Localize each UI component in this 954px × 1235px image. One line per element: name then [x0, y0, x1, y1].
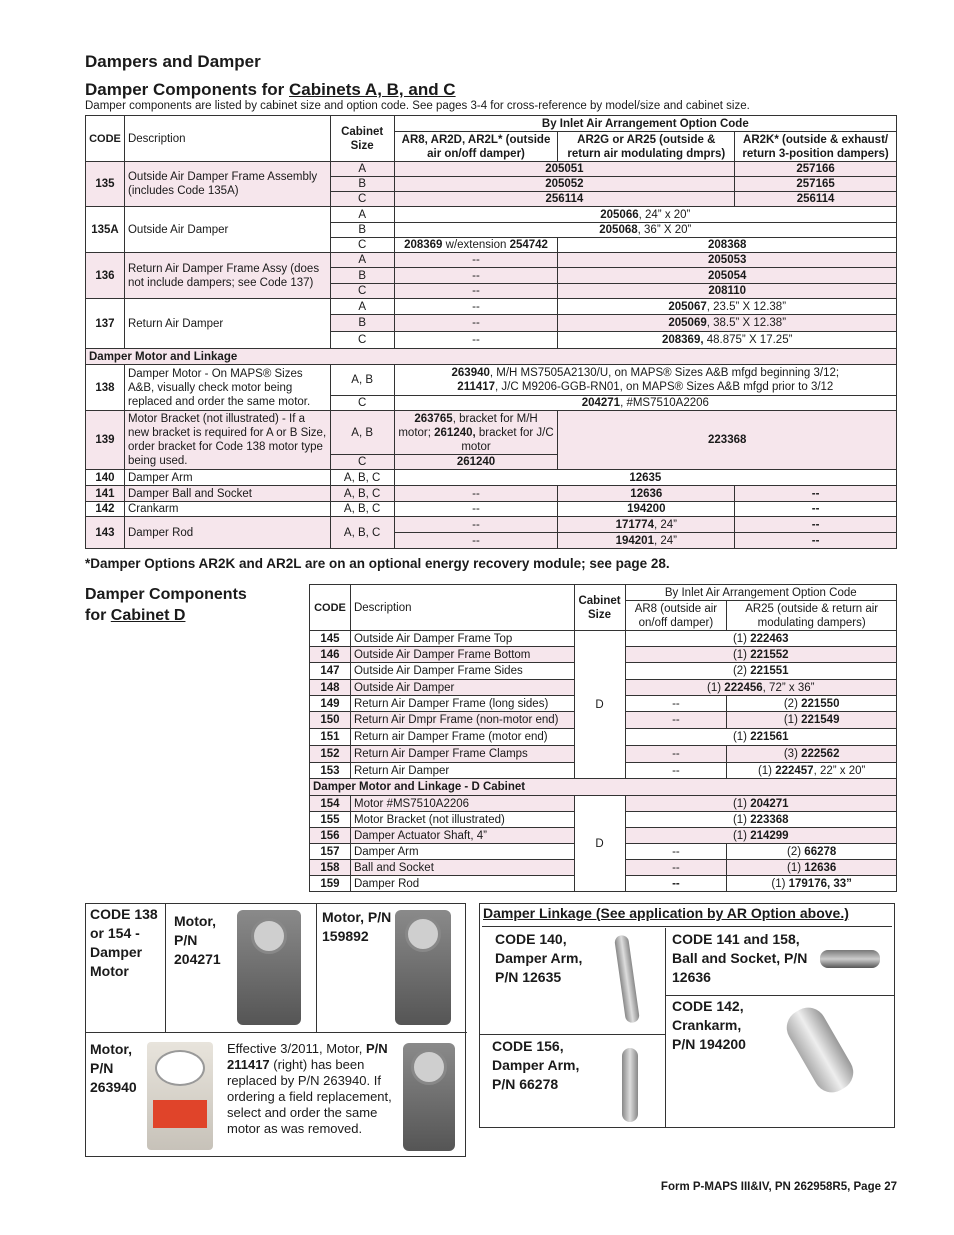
table-row: 139: [86, 411, 125, 470]
table-row: 146 Outside Air Damper Frame Bottom (1) 221552: [310, 647, 897, 663]
note-text: *Damper Options AR2K and AR2L are on an optional energy recovery module; see page 28.: [85, 556, 670, 571]
table-row: 140: [86, 470, 125, 486]
cabinet-d-table: CODE Description Cabinet Size By Inlet Air Arrangement Option Code AR8 (outside air on/off damper) AR25 (outside & return air modulating dampers) 145 Outside Air Damper Frame Top D (1) 222463 146 Outside Air Damper Frame Bottom (1) 221552 147 Outside Air Damper Frame Sides (2) 221551 148 Outside Air Damper (1) 222456, 72” x 36” 149 Return Air Damper Frame (long sides) -- (2) 221550 150 Return Air Dmpr Frame (non-motor end) -- (1) 221549 151 Return air Damper Frame (motor end) (1) 221561 152 Return Air Damper Frame Clamps -- (3) 222562 153 Return Air Damper -- (1) 222457, 22” x 20” Damper Motor and Linkage - D Cabinet 154 Motor #MS7510A2206 D (1) 204271 155 Motor Bracket (not illustrated) (1) 223368 156 Damper Actuator Shaft, 4” (1) 214299 157 Damper Arm -- (2) 66278 158 Ball and Socket -- (1) 12636 159 Damper Rod -- (1) 179176, 33”: [309, 584, 897, 892]
motor-263940-image: [147, 1042, 213, 1150]
linkage-heading: Damper Linkage (See application by AR Option above.): [483, 905, 849, 921]
motor-263940-label: Motor, P/N 263940: [90, 1041, 137, 1095]
col-opt3: AR2K* (outside & exhaust/ return 3-position dampers): [735, 132, 897, 162]
table-row: 155 Motor Bracket (not illustrated) (1) 223368: [310, 812, 897, 828]
table-row: 141: [86, 486, 125, 502]
table-row: 153 Return Air Damper -- (1) 222457, 22” x 20”: [310, 763, 897, 779]
table-row: 143: [86, 517, 125, 549]
table-row: 150 Return Air Dmpr Frame (non-motor end) -- (1) 221549: [310, 712, 897, 729]
table-row: 151 Return air Damper Frame (motor end) (1) 221561: [310, 729, 897, 746]
damper-arm-66278-image: [622, 1048, 638, 1122]
table-row: 135A: [86, 207, 125, 253]
col-opt2: AR2G or AR25 (outside & return air modulating dmprs): [558, 132, 735, 162]
motor-replacement-note: Effective 3/2011, Motor, P/N 211417 (right) has been replaced by P/N 263940. If ordering a field replacement, select and order the same motor as was removed.: [227, 1041, 392, 1136]
table-row: 135: [86, 162, 125, 207]
intro-text: Damper components are listed by cabinet size and option code. See pages 3-4 for cross-reference by model/size and cabinet size.: [85, 100, 750, 112]
motor-211417-image: [403, 1043, 455, 1151]
code156-label: CODE 156, Damper Arm, P/N 66278: [492, 1038, 580, 1092]
table-row: 159 Damper Rod -- (1) 179176, 33”: [310, 876, 897, 892]
code141-label: CODE 141 and 158, Ball and Socket, P/N 12636: [672, 931, 808, 985]
table-row: 149 Return Air Damper Frame (long sides) -- (2) 221550: [310, 696, 897, 712]
table-row: 137: [86, 299, 125, 349]
page-title: Dampers and Damper: [85, 52, 261, 71]
table-row: 136: [86, 253, 125, 299]
motor-204271-label: Motor, P/N 204271: [174, 913, 221, 967]
motor-204271-image: [237, 910, 301, 1025]
table-row: 142: [86, 502, 125, 517]
table-row: 148 Outside Air Damper (1) 222456, 72” x 36”: [310, 680, 897, 696]
table-row: 145 Outside Air Damper Frame Top D (1) 222463: [310, 631, 897, 647]
table-row: 158 Ball and Socket -- (1) 12636: [310, 860, 897, 876]
section-title-abc: Damper Components for Cabinets A, B, and C: [85, 80, 456, 99]
table-row: 157 Damper Arm -- (2) 66278: [310, 844, 897, 860]
motor-code-label: CODE 138 or 154 - Damper Motor: [90, 906, 158, 979]
table-row: 138: [86, 365, 125, 411]
table-row: 152 Return Air Damper Frame Clamps -- (3) 222562: [310, 746, 897, 763]
cabinet-abc-table: CODE Description Cabinet Size By Inlet Air Arrangement Option Code AR8, AR2D, AR2L* (outside air on/off damper) AR2G or AR25 (outside & return air modulating dmprs) AR2K* (outside & exhaust/ return 3-position dampers) 135 Outside Air Damper Frame Assembly (includes Code 135A) A 205051 257166 B 205052 257165 C 256114 256114 135A Outside Air Damper A 205066, 24” x 20” B 205068, 36” X 20” C 208369 w/extension 254742 208368 136 Return Air Damper Frame Assy (does not include dampers; see Code 137) A -- 205053 B -- 205054 C -- 208110 137 Return Air Damper A -- 205067, 23.5” X 12.38” B -- 205069, 38.5” X 12.38” C -- 208369, 48.875” X 17.25” Damper Motor and Linkage 138 Damper Motor - On MAPS® Sizes A&B, visually check motor being replaced and order the same motor. A, B 263940, M/H MS7505A2130/U, on MAPS® Sizes A&B mfgd beginning 3/12; 211417, J/C M9206-GGB-RN01, on MAPS® Sizes A&B mfgd prior to 3/12 C 204271, #MS7510A2206 139 Motor Bracket (not illustrated) - If a new bracket is required for A or B Size, order bracket for Code 138 motor type being used. A, B 263765, bracket for M/H motor; 261240, bracket for J/C motor 223368 C 261240 140 Damper Arm A, B, C 12635 141 Damper Ball and Socket A, B, C -- 12636 -- 142 Crankarm A, B, C -- 194200 -- 143 Damper Rod A, B, C -- 171774, 24” -- -- 194201, 24” --: [85, 115, 897, 549]
footer: Form P-MAPS III&IV, PN 262958R5, Page 27: [660, 1181, 897, 1193]
ball-socket-image: [820, 950, 880, 968]
motor-159892-label: Motor, P/N 159892: [322, 909, 392, 944]
section-row: Damper Motor and Linkage: [86, 349, 897, 365]
section-title-d: Damper Components for Cabinet D: [85, 586, 247, 624]
code140-label: CODE 140, Damper Arm, P/N 12635: [495, 931, 583, 985]
col-desc: Description: [124, 116, 330, 162]
section-row: Damper Motor and Linkage - D Cabinet: [310, 779, 897, 796]
col-group: By Inlet Air Arrangement Option Code: [394, 116, 896, 132]
table-row: 147 Outside Air Damper Frame Sides (2) 221551: [310, 663, 897, 680]
motor-159892-image: [395, 910, 451, 1025]
col-code: CODE: [86, 116, 125, 162]
code142-label: CODE 142, Crankarm, P/N 194200: [672, 998, 746, 1052]
table-row: 154 Motor #MS7510A2206 D (1) 204271: [310, 796, 897, 812]
table-row: 156 Damper Actuator Shaft, 4” (1) 214299: [310, 828, 897, 844]
col-opt1: AR8, AR2D, AR2L* (outside air on/off damper): [394, 132, 558, 162]
col-cab: Cabinet Size: [330, 116, 394, 162]
